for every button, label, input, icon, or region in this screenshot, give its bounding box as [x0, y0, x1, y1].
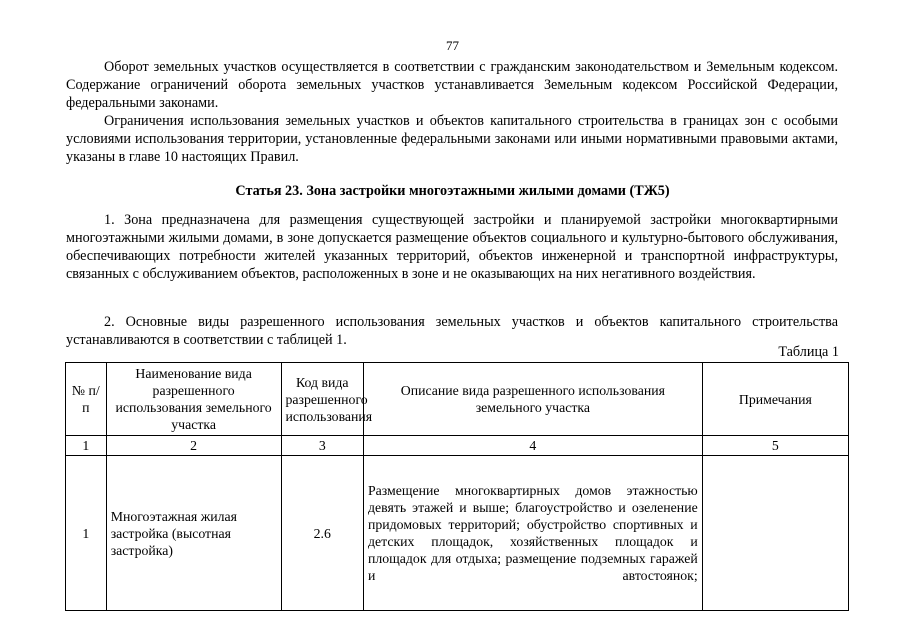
table-header-row [66, 363, 849, 436]
page-number: 77 [446, 38, 459, 53]
table-row [66, 456, 849, 611]
row-description-cell [364, 456, 703, 611]
header-description: Описание вида разрешенного использования земельного участка [364, 363, 703, 436]
row-code-cell: 2.6 [281, 456, 363, 611]
table-caption: Таблица 1 [778, 344, 839, 360]
column-index-cell: 5 [702, 436, 848, 456]
row-num-cell: 1 [66, 456, 107, 611]
row-description-text: Размещение многоквартирных домов этажностью девять этажей и выше; благоустройство и озеленение придомовых территорий; обустройство спортивных и детских площадок, хозяйственных площадок и площадок для отдыха; размещение подземных гаражей и автостоянок; [368, 483, 698, 583]
header-code: Код вида разрешенного использования [281, 363, 363, 436]
paragraph-text: Оборот земельных участков осуществляется в соответствии с гражданским законодательством и Земельным кодексом. Содержание ограничений оборота земельных участков устанавливается Земельным кодексом Российской Федерации, федеральными законами. [66, 59, 838, 111]
paragraph-land-turnover [66, 58, 838, 112]
column-index-cell: 2 [106, 436, 281, 456]
row-notes-cell [702, 456, 848, 611]
paragraph-text: 1. Зона предназначена для размещения существующей застройки и планируемой застройки многоквартирными многоэтажными жилыми домами, в зоне допускается размещение объектов социального и культурно-бытового обслуживания, обеспечивающих потребности жителей указанных территорий, объектов инженерной и транспортной инфраструктуры, связанных с обслуживанием объектов, расположенных в зоне и не оказывающих на них негативного воздействия. [66, 212, 838, 282]
paragraph-zone-purpose [66, 211, 838, 283]
permitted-uses-table [65, 362, 849, 611]
column-index-cell: 1 [66, 436, 107, 456]
header-notes: Примечания [702, 363, 848, 436]
paragraph-permitted-uses [66, 313, 838, 349]
paragraph-land-restrictions [66, 112, 838, 166]
header-name: Наименование вида разрешенного использования земельного участка [106, 363, 281, 436]
article-heading: Статья 23. Зона застройки многоэтажными жилыми домами (ТЖ5) [235, 183, 670, 199]
column-index-row [66, 436, 849, 456]
paragraph-text: Ограничения использования земельных участков и объектов капитального строительства в границах зон с особыми условиями использования территории, установленные федеральными законами или иными нормативными правовыми актами, указаны в главе 10 настоящих Правил. [66, 113, 838, 165]
paragraph-text: 2. Основные виды разрешенного использования земельных участков и объектов капитального строительства устанавливаются в соответствии с таблицей 1. [66, 314, 838, 348]
row-name-cell: Многоэтажная жилая застройка (высотная застройка) [106, 456, 281, 611]
column-index-cell: 3 [281, 436, 363, 456]
header-num: № п/п [66, 363, 107, 436]
column-index-cell: 4 [364, 436, 703, 456]
